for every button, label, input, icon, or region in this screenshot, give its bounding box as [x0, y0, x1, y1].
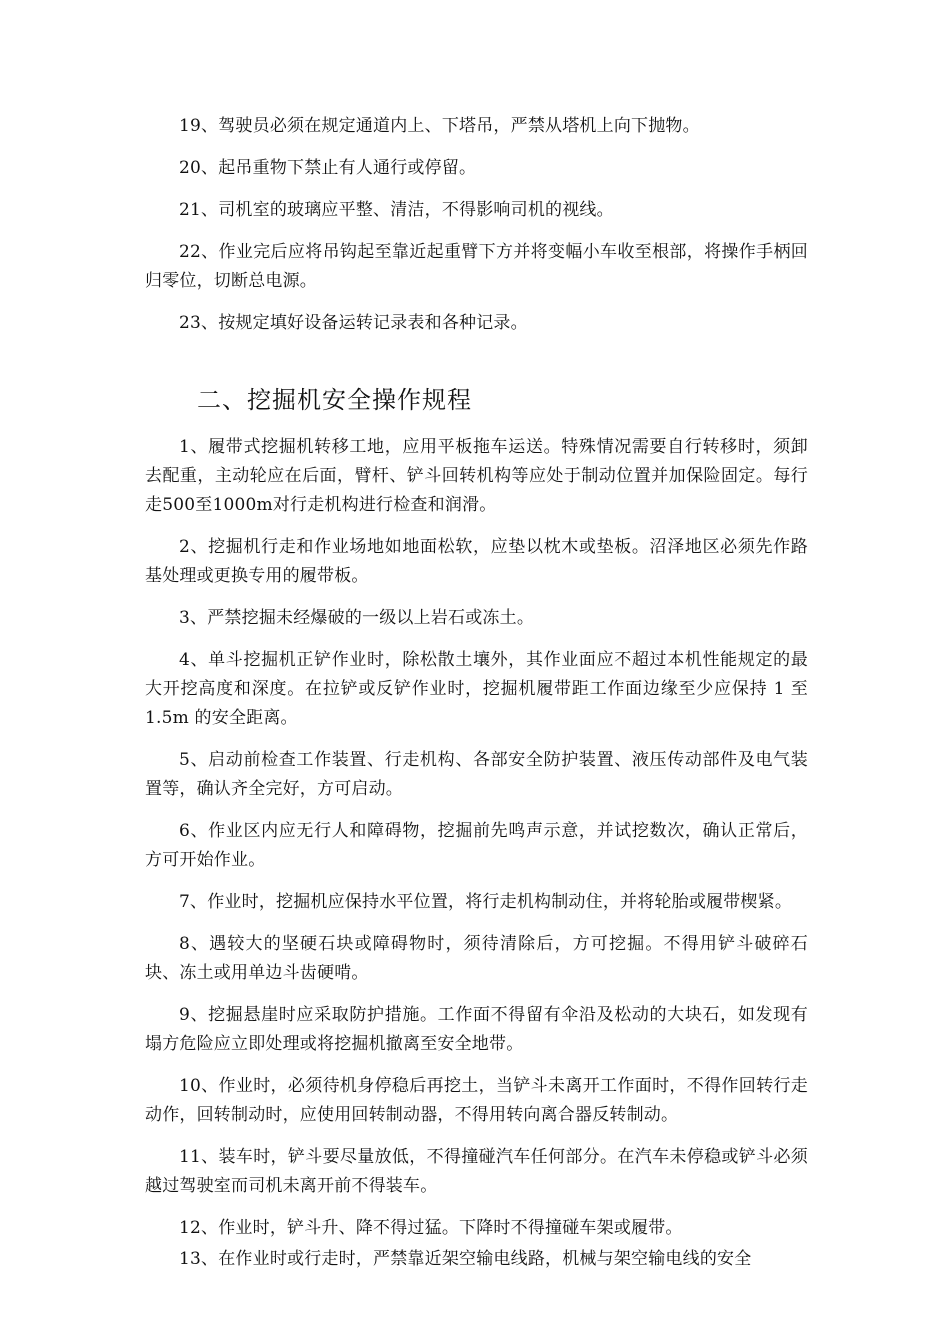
list-item: 11、装车时，铲斗要尽量放低，不得撞碰汽车任何部分。在汽车未停稳或铲斗必须越过驾驶室而司机未离开前不得装车。 [145, 1147, 808, 1196]
list-item: 6、作业区内应无行人和障碍物，挖掘前先鸣声示意，并试挖数次，确认正常后，方可开始作业。 [145, 821, 808, 870]
list-item: 10、作业时，必须待机身停稳后再挖土，当铲斗未离开工作面时，不得作回转行走动作，回转制动时，应使用回转制动器，不得用转向离合器反转制动。 [145, 1076, 808, 1125]
list-item: 2、挖掘机行走和作业场地如地面松软，应垫以枕木或垫板。沼泽地区必须先作路基处理或更换专用的履带板。 [145, 537, 808, 586]
list-item: 8、遇较大的坚硬石块或障碍物时，须待清除后，方可挖掘。不得用铲斗破碎石块、冻土或用单边斗齿硬啃。 [145, 934, 808, 983]
list-item: 13、在作业时或行走时，严禁靠近架空输电线路，机械与架空输电线的安全 [179, 1249, 752, 1269]
list-item: 12、作业时，铲斗升、降不得过猛。下降时不得撞碰车架或履带。 [179, 1218, 683, 1238]
list-item: 19、驾驶员必须在规定通道内上、下塔吊，严禁从塔机上向下抛物。 [179, 116, 700, 136]
list-item: 21、司机室的玻璃应平整、清洁，不得影响司机的视线。 [179, 200, 614, 220]
list-item: 5、启动前检查工作装置、行走机构、各部安全防护装置、液压传动部件及电气装置等，确认齐全完好，方可启动。 [145, 750, 808, 799]
document-body [145, 112, 808, 1287]
list-item: 9、挖掘悬崖时应采取防护措施。工作面不得留有伞沿及松动的大块石，如发现有塌方危险应立即处理或将挖掘机撤离至安全地带。 [145, 1005, 808, 1054]
list-item: 3、严禁挖掘未经爆破的一级以上岩石或冻土。 [179, 608, 535, 628]
list-item: 1、履带式挖掘机转移工地，应用平板拖车运送。特殊情况需要自行转移时，须卸去配重，主动轮应在后面，臂杆、铲斗回转机构等应处于制动位置并加保险固定。每行走500至1000m对行走机构进行检查和润滑。 [145, 437, 808, 515]
list-item: 7、作业时，挖掘机应保持水平位置，将行走机构制动住，并将轮胎或履带楔紧。 [179, 892, 793, 912]
list-item: 22、作业完后应将吊钩起至靠近起重臂下方并将变幅小车收至根部，将操作手柄回归零位，切断总电源。 [145, 242, 808, 291]
list-item: 20、起吊重物下禁止有人通行或停留。 [179, 158, 477, 178]
section-heading: 二、挖掘机安全操作规程 [197, 386, 472, 414]
list-item: 4、单斗挖掘机正铲作业时，除松散土壤外，其作业面应不超过本机性能规定的最大开挖高度和深度。在拉铲或反铲作业时，挖掘机履带距工作面边缘至少应保持 1 至 1.5m 的安全距离。 [145, 650, 808, 728]
list-item: 23、按规定填好设备运转记录表和各种记录。 [179, 313, 528, 333]
